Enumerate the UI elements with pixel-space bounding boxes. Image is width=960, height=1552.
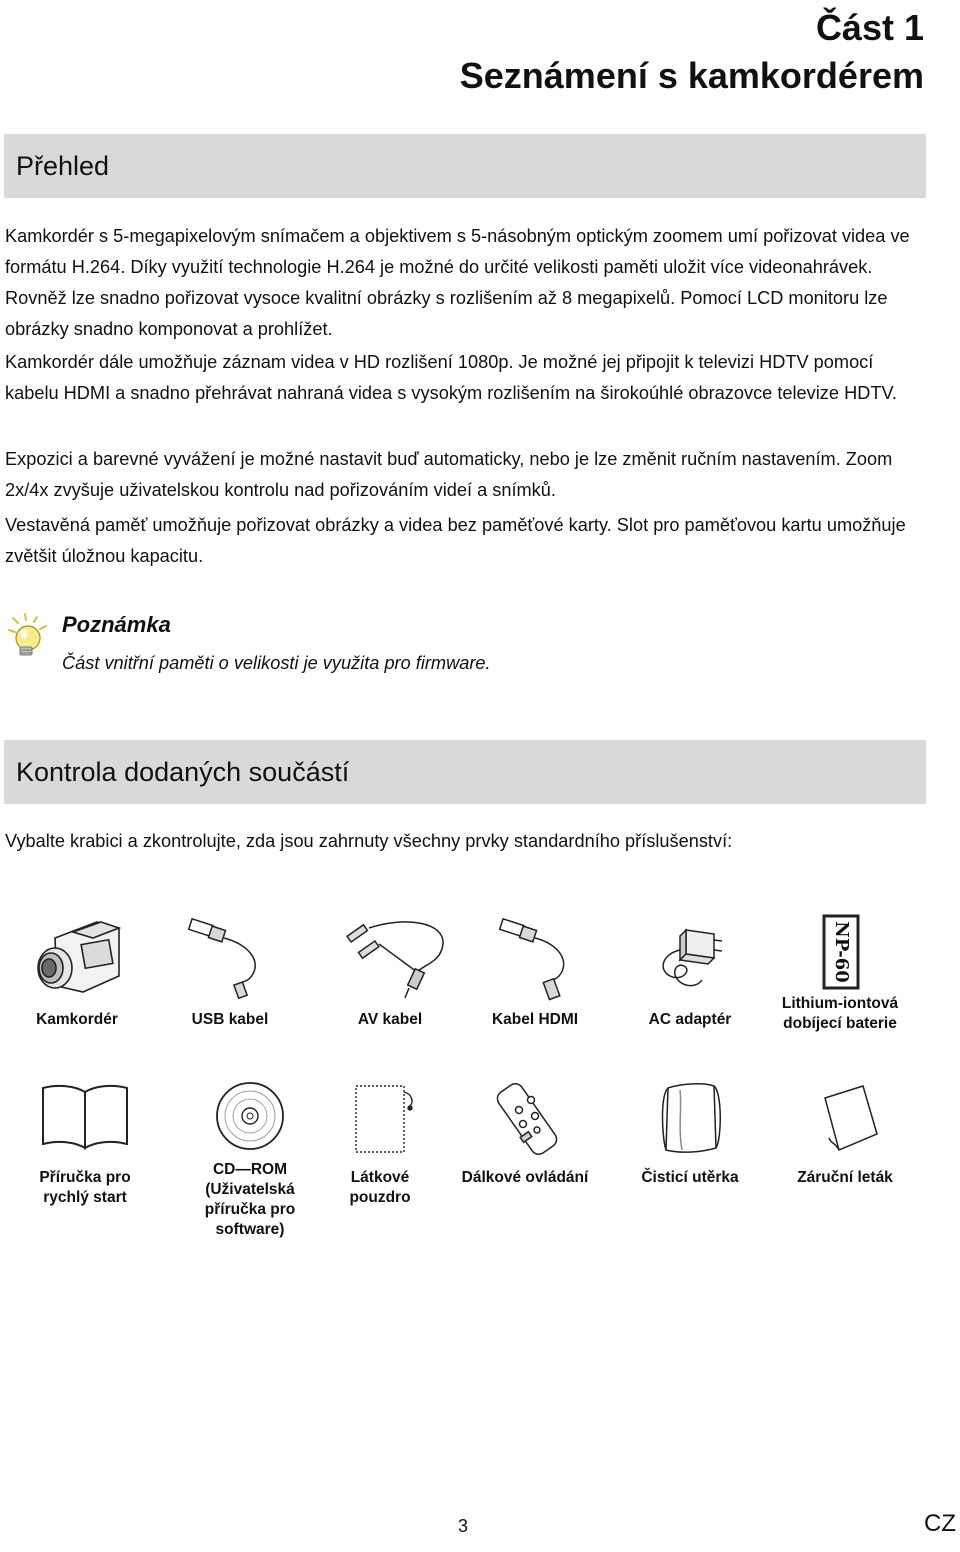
section-heading-contents: Kontrola dodaných součástí — [4, 740, 926, 804]
item-label: Kamkordér — [36, 1011, 118, 1028]
battery-model-text: NP-60 — [831, 921, 852, 983]
item-pouch — [305, 1078, 455, 1208]
part-title — [460, 4, 924, 100]
section-heading-overview: Přehled — [4, 134, 926, 198]
warranty-leaflet-icon — [795, 1078, 895, 1158]
overview-paragraph-3: Expozici a barevné vyvážení je možné nastavit buď automaticky, nebo je lze změnit ručním nastavením. Zoom 2x/4x zvyšuje uživatelskou kontrolu nad pořizováním videí a snímků. — [5, 449, 893, 500]
overview-paragraph-4: Vestavěná paměť umožňuje pořizovat obrázky a videa bez paměťové karty. Slot pro paměťovou kartu umožňuje zvětšit úložnou kapacitu. — [5, 515, 906, 566]
part-number: Část 1 — [815, 7, 924, 48]
overview-paragraph-2: Kamkordér dále umožňuje záznam videa v HD rozlišení 1080p. Je možné jej připojit k televizi HDTV pomocí kabelu HDMI a snadno přehrávat nahraná videa s vysokým rozlišením na širokoúhlé obrazovce televize HDTV. — [5, 352, 897, 403]
item-cleaning-cloth — [615, 1078, 765, 1188]
cd-rom-icon — [200, 1078, 300, 1154]
item-usb-cable — [155, 910, 305, 1030]
ac-adapter-icon — [640, 910, 740, 1005]
item-label: Čisticí utěrka — [641, 1169, 739, 1186]
item-label: Látkové pouzdro — [349, 1169, 411, 1206]
item-quick-start-guide — [10, 1078, 160, 1208]
page-number: 3 — [458, 1516, 469, 1536]
item-cd-rom — [175, 1078, 325, 1240]
battery-icon — [810, 910, 870, 992]
chapter-title: Seznámení s kamkordérem — [459, 55, 924, 96]
item-ac-adapter — [615, 910, 765, 1030]
cleaning-cloth-icon — [640, 1078, 740, 1158]
usb-cable-icon — [180, 910, 280, 1005]
av-cable-icon — [325, 910, 455, 1005]
item-label: Příručka pro rychlý start — [39, 1169, 131, 1206]
item-remote-control — [450, 1078, 600, 1188]
item-warranty-leaflet — [770, 1078, 920, 1188]
lightbulb-icon — [4, 612, 54, 660]
language-code: CZ — [924, 1510, 956, 1537]
item-camcorder — [2, 910, 152, 1030]
item-label: Dálkové ovládání — [461, 1169, 589, 1186]
remote-control-icon — [475, 1078, 575, 1158]
item-hdmi-cable — [460, 910, 610, 1030]
note-text: Část vnitřní paměti o velikosti je využita pro firmware. — [62, 653, 491, 673]
item-label: Záruční leták — [797, 1169, 893, 1186]
camcorder-icon — [27, 910, 127, 1005]
manual-book-icon — [35, 1078, 135, 1158]
item-label: AC adaptér — [648, 1011, 732, 1028]
item-label: Lithium-iontová dobíjecí baterie — [781, 995, 899, 1032]
item-label: AV kabel — [357, 1011, 423, 1028]
contents-intro: Vybalte krabici a zkontrolujte, zda jsou zahrnuty všechny prvky standardního příslušenství: — [5, 831, 733, 851]
item-av-cable — [315, 910, 465, 1030]
hdmi-cable-icon — [485, 910, 585, 1005]
pouch-icon — [330, 1078, 430, 1158]
item-label: CD—ROM (Uživatelská příručka pro software) — [204, 1161, 296, 1238]
item-label: Kabel HDMI — [491, 1011, 579, 1028]
note-title: Poznámka — [62, 612, 171, 637]
item-battery — [765, 910, 915, 1034]
item-label: USB kabel — [191, 1011, 269, 1028]
overview-paragraph-1: Kamkordér s 5-megapixelovým snímačem a objektivem s 5-násobným optickým zoomem umí pořizovat videa ve formátu H.264. Díky využití technologie H.264 je možné do určité velikosti paměti uložit více videonahrávek. Rovněž lze snadno pořizovat vysoce kvalitní obrázky s rozlišením až 8 megapixelů. Pomocí LCD monitoru lze obrázky snadno komponovat a prohlížet. — [5, 226, 910, 339]
